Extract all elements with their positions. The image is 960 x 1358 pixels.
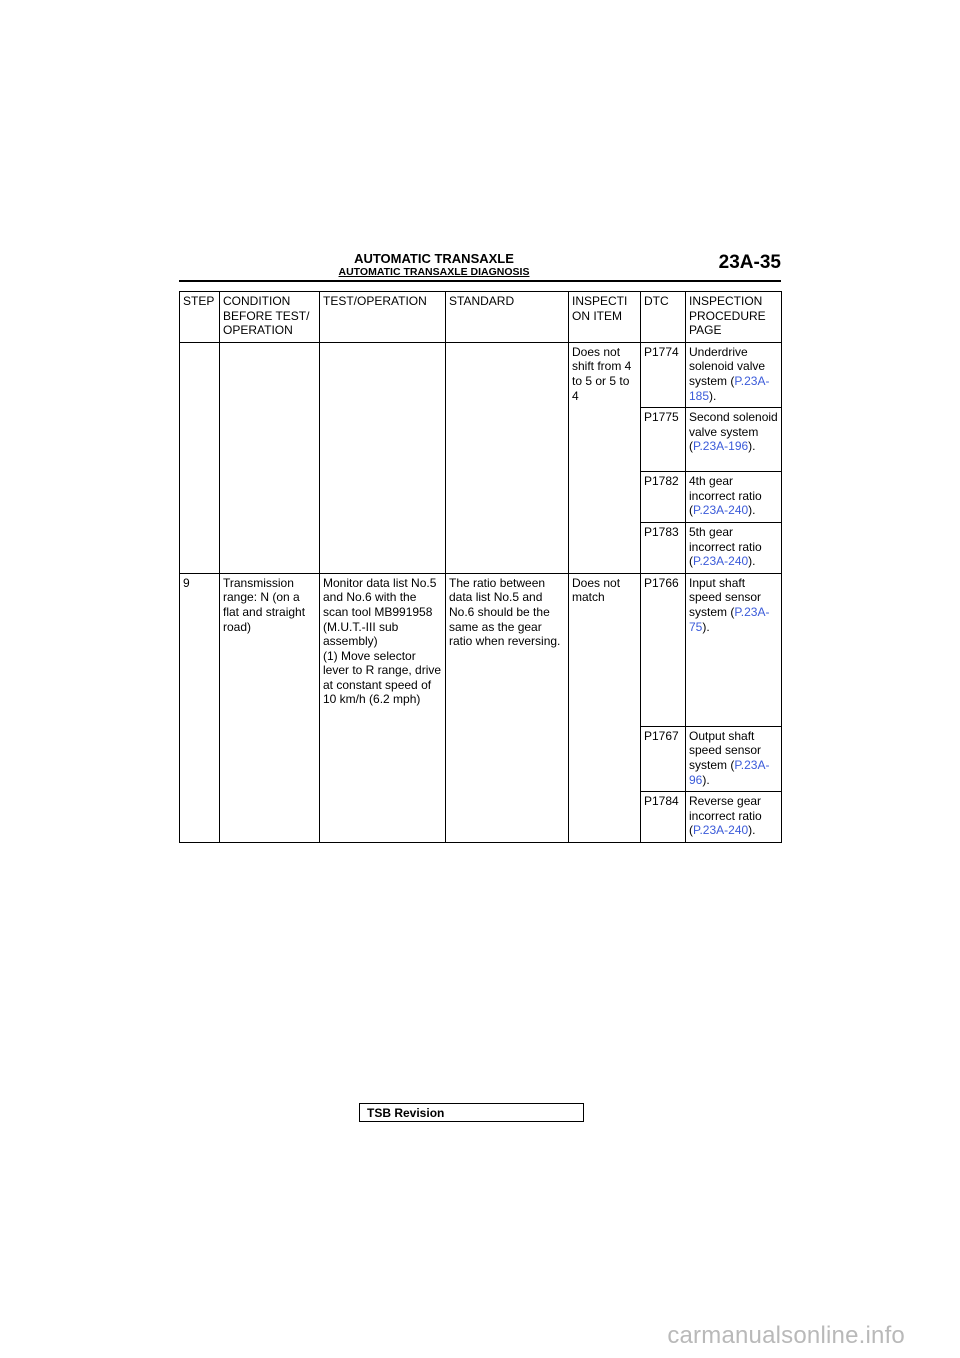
procedure-cell: Output shaft speed sensor system (P.23A-96).: [686, 726, 782, 791]
page-number: 23A-35: [718, 252, 781, 273]
procedure-link[interactable]: P.23A-240: [693, 554, 749, 569]
dtc-cell: P1775: [641, 408, 686, 472]
column-header-procedure-page: INSPECTION PROCEDURE PAGE: [686, 292, 782, 343]
dtc-cell: P1783: [641, 522, 686, 573]
step-cell: [180, 342, 220, 573]
dtc-cell: P1784: [641, 792, 686, 843]
inspection-item-cell: Does not match: [569, 573, 641, 842]
test-operation-cell: [320, 342, 446, 573]
procedure-link[interactable]: P.23A-96: [689, 757, 770, 787]
procedure-link[interactable]: P.23A-196: [693, 439, 749, 454]
procedure-cell: 4th gear incorrect ratio (P.23A-240).: [686, 472, 782, 523]
inspection-item-cell: Does not shift from 4 to 5 or 5 to 4: [569, 342, 641, 573]
condition-cell: Transmission range: N (on a flat and straight road): [220, 573, 320, 842]
dtc-cell: P1774: [641, 342, 686, 407]
procedure-cell: Second solenoid valve system (P.23A-196).: [686, 408, 782, 472]
procedure-cell: Input shaft speed sensor system (P.23A-75).: [686, 573, 782, 726]
tsb-revision-box: TSB Revision: [359, 1103, 584, 1122]
procedure-cell: 5th gear incorrect ratio (P.23A-240).: [686, 522, 782, 573]
column-header-test-operation: TEST/OPERATION: [320, 292, 446, 343]
procedure-cell: Underdrive solenoid valve system (P.23A-185).: [686, 342, 782, 407]
standard-cell: The ratio between data list No.5 and No.6 should be the same as the gear ratio when reversing.: [446, 573, 569, 842]
table-row: [180, 573, 782, 726]
page-header: [179, 252, 781, 282]
column-header-condition: CONDITION BEFORE TEST/ OPERATION: [220, 292, 320, 343]
watermark: carmanualsonline.info: [667, 1322, 905, 1349]
procedure-link[interactable]: P.23A-240: [693, 823, 749, 838]
dtc-cell: P1782: [641, 472, 686, 523]
procedure-link[interactable]: P.23A-185: [689, 373, 770, 403]
condition-cell: [220, 342, 320, 573]
table-row: [180, 342, 782, 407]
standard-cell: [446, 342, 569, 573]
step-cell: 9: [180, 573, 220, 842]
dtc-cell: P1766: [641, 573, 686, 726]
procedure-link[interactable]: P.23A-75: [689, 604, 770, 634]
procedure-link[interactable]: P.23A-240: [693, 503, 749, 518]
column-header-standard: STANDARD: [446, 292, 569, 343]
test-operation-cell: Monitor data list No.5 and No.6 with the scan tool MB991958 (M.U.T.-III sub assembly) (1) Move selector lever to R range, drive at constant speed of 10 km/h (6.2 mph): [320, 573, 446, 842]
section-subtitle: AUTOMATIC TRANSAXLE DIAGNOSIS: [338, 266, 530, 278]
diagnosis-table: [179, 291, 782, 843]
table-header-row: [180, 292, 782, 343]
procedure-cell: Reverse gear incorrect ratio (P.23A-240).: [686, 792, 782, 843]
section-title: AUTOMATIC TRANSAXLE: [354, 251, 514, 266]
column-header-step: STEP: [180, 292, 220, 343]
dtc-cell: P1767: [641, 726, 686, 791]
column-header-dtc: DTC: [641, 292, 686, 343]
column-header-inspection-item: INSPECTI ON ITEM: [569, 292, 641, 343]
